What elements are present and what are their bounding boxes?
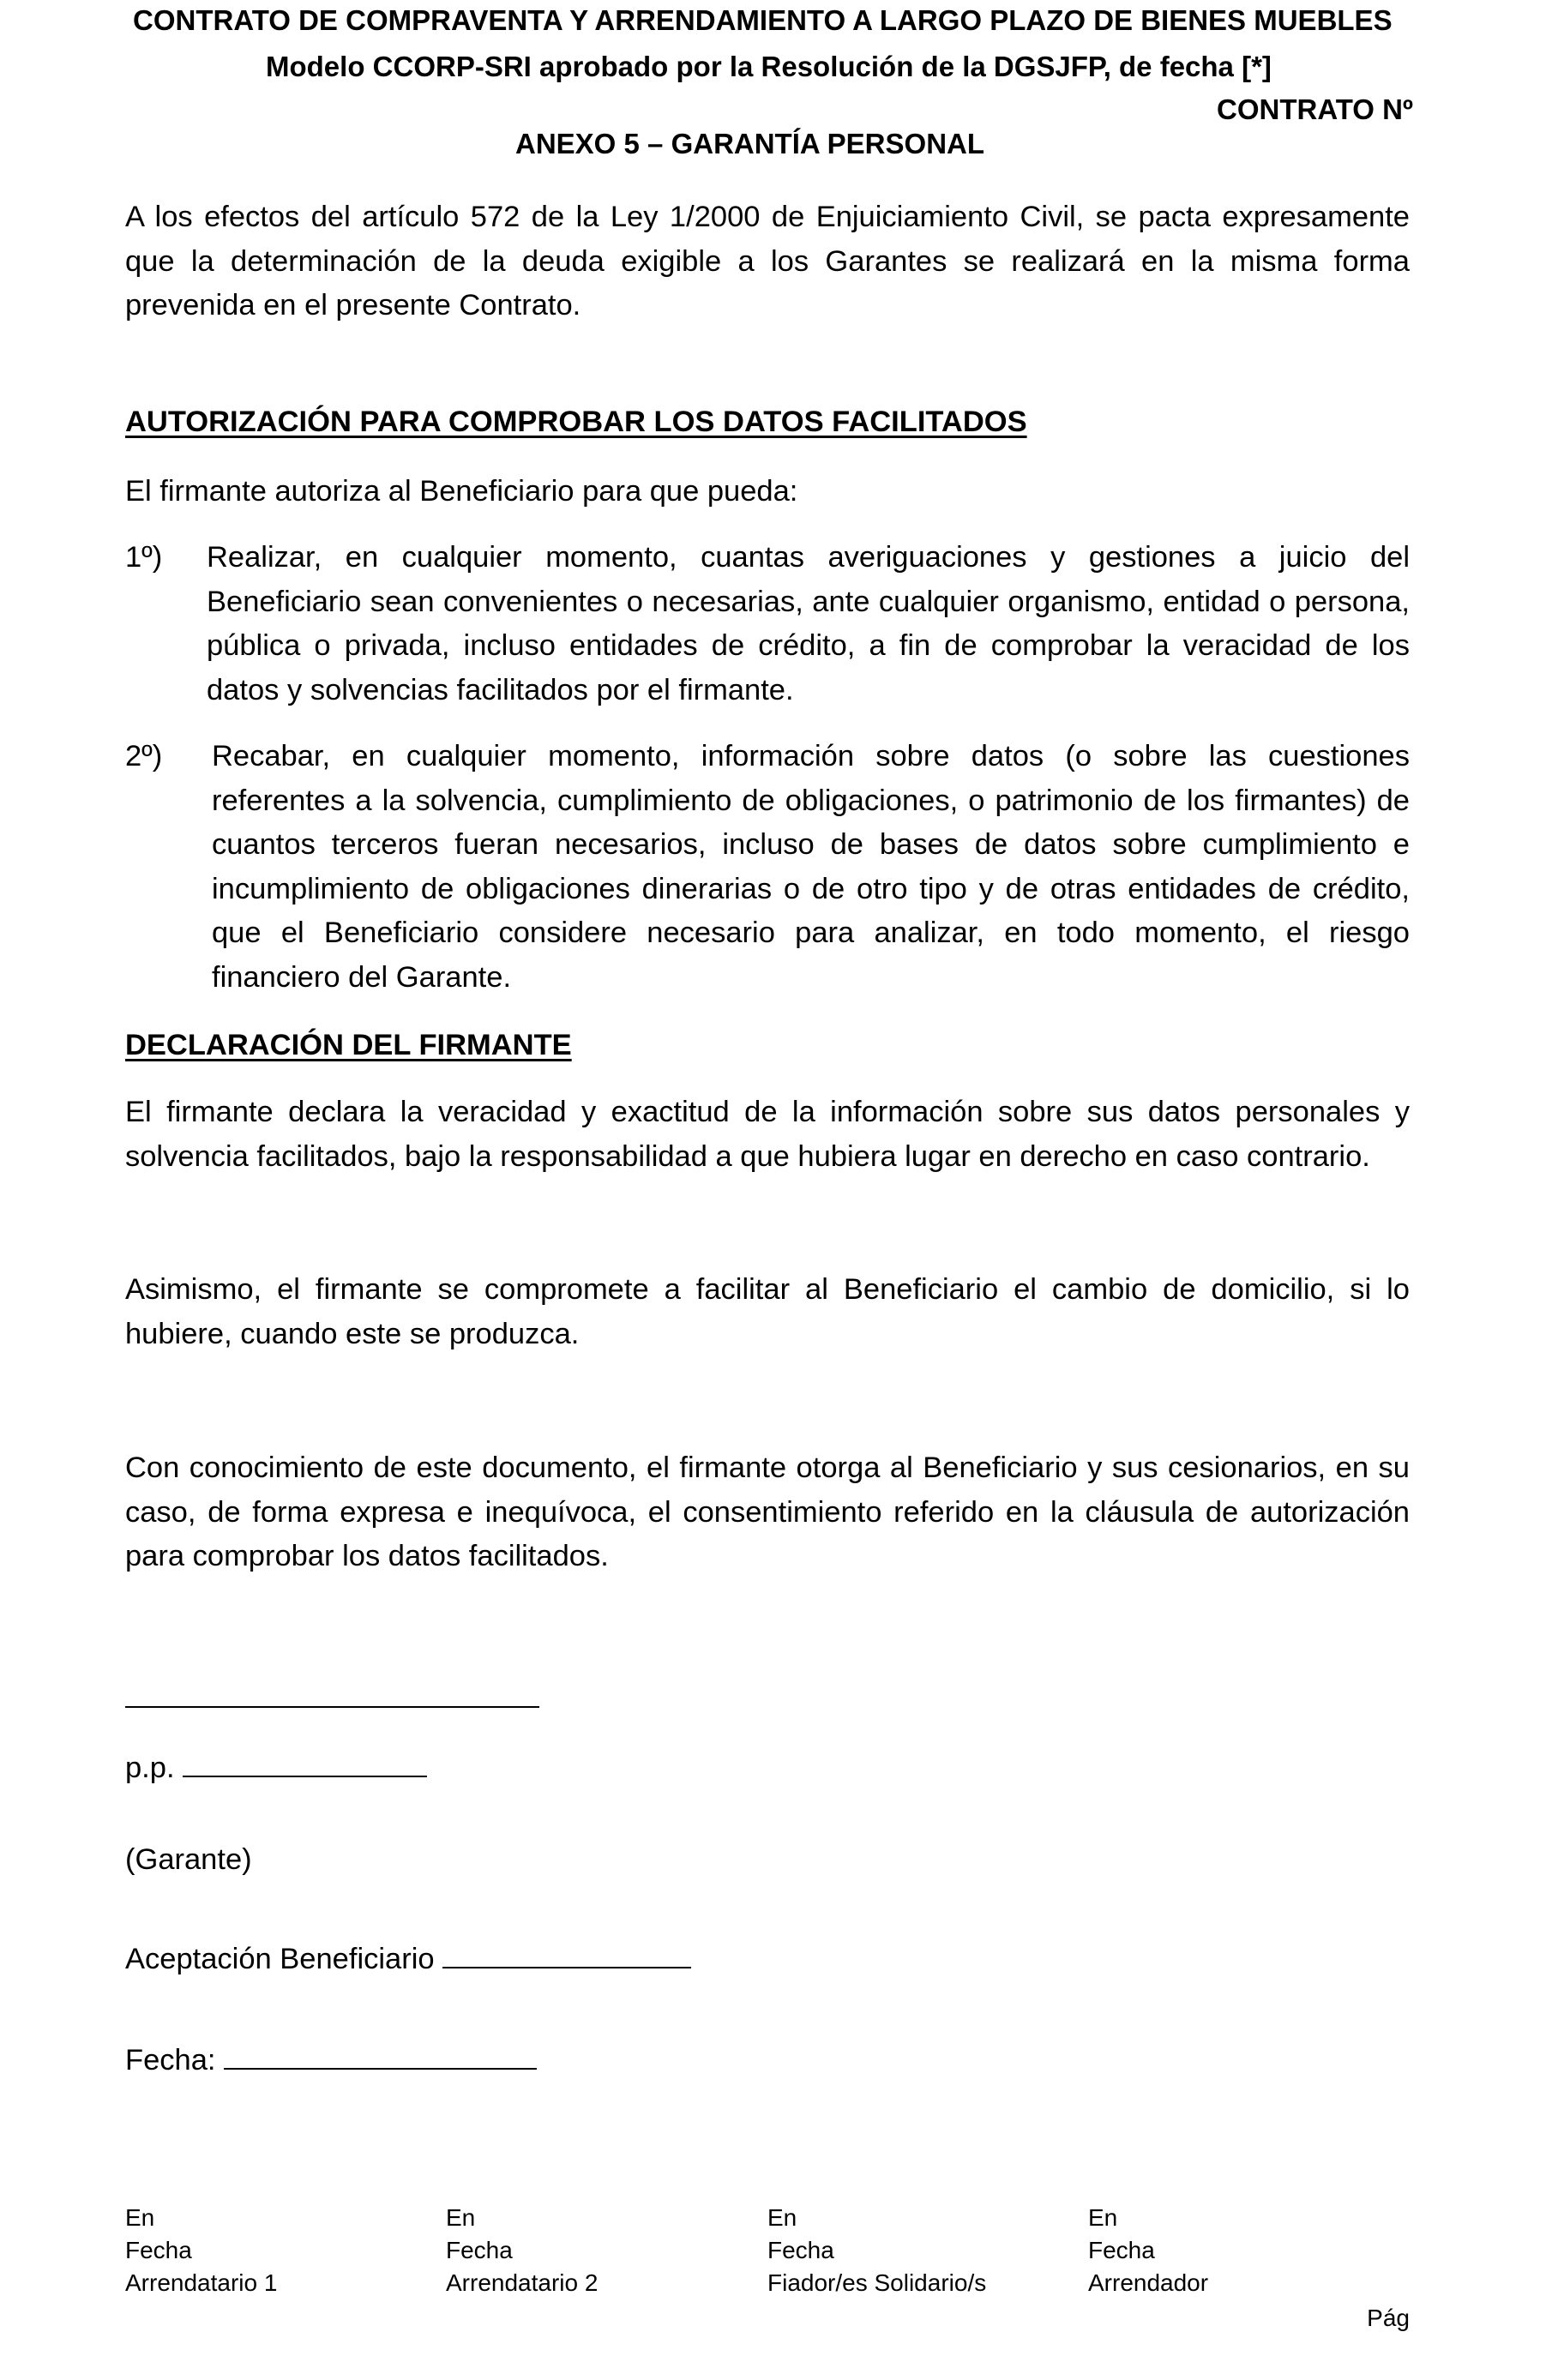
- footer-signature-block: [446, 2202, 598, 2299]
- footer-signature-block: [125, 2202, 277, 2299]
- guarantor-label: (Garante): [125, 1843, 252, 1876]
- footer-signature-block: [1088, 2202, 1208, 2299]
- date-line: [125, 2041, 537, 2079]
- date-blank: [224, 2042, 537, 2070]
- acceptance-blank: [442, 1941, 691, 1968]
- consent-paragraph: Con conocimiento de este documento, el firmante otorga al Beneficiario y sus cesionarios, en su caso, de forma expresa e inequívoca, el consentimiento referido en la cláusula de autorización para comprobar los datos facilitados.: [125, 1451, 1410, 1572]
- authorization-lead: El firmante autoriza al Beneficiario para que pueda:: [125, 475, 798, 508]
- footer-place: En: [125, 2204, 155, 2231]
- item-number: 1º): [125, 541, 163, 574]
- footer-date: Fecha: [767, 2237, 834, 2263]
- footer-place: En: [767, 2204, 797, 2231]
- acceptance-label: Aceptación Beneficiario: [125, 1943, 435, 1975]
- authorization-item: [125, 735, 1410, 1002]
- footer-date: Fecha: [125, 2237, 192, 2263]
- footer-date: Fecha: [446, 2237, 513, 2263]
- commitment-paragraph: Asimismo, el firmante se compromete a facilitar al Beneficiario el cambio de domicilio, si lo hubiere, cuando este se produzca.: [125, 1273, 1410, 1350]
- contract-number-label: CONTRATO Nº: [1217, 93, 1413, 125]
- item-text: Recabar, en cualquier momento, información sobre datos (o sobre las cuestiones referentes a la solvencia, cumplimiento de obligaciones, o patrimonio de los firmantes) de cuantos terceros fueran necesarios, incluso de bases de datos sobre cumplimiento e incumplimiento de obligaciones dinerarias o de otro tipo y de otras entidades de crédito, que el Beneficiario considere necesario para analizar, en todo momento, el riesgo financiero del Garante.: [212, 740, 1410, 994]
- page-number-label: Pág: [1367, 2305, 1410, 2331]
- footer-signature-block: [767, 2202, 986, 2299]
- pp-label: p.p.: [125, 1752, 175, 1784]
- intro-paragraph: A los efectos del artículo 572 de la Ley 1/2000 de Enjuiciamiento Civil, se pacta expresamente que la determinación de la deuda exigible a los Garantes se realizará en la misma forma prevenida en el presente Contrato.: [125, 201, 1410, 322]
- footer-role: Arrendatario 2: [446, 2269, 599, 2296]
- pp-blank: [183, 1750, 427, 1777]
- footer-role: Fiador/es Solidario/s: [767, 2269, 987, 2296]
- date-label: Fecha:: [125, 2044, 216, 2076]
- footer-role: Arrendatario 1: [125, 2269, 278, 2296]
- declaration-paragraph: El firmante declara la veracidad y exactitud de la información sobre sus datos personales y solvencia facilitados, bajo la responsabilidad a que hubiera lugar en derecho en caso contrario.: [125, 1096, 1410, 1173]
- item-text: Realizar, en cualquier momento, cuantas averiguaciones y gestiones a juicio del Beneficiario sean convenientes o necesarias, ante cualquier organismo, entidad o persona, pública o privada, incluso entidades de crédito, a fin de comprobar la veracidad de los datos y solvencias facilitados por el firmante.: [207, 541, 1410, 706]
- signature-line: [125, 1706, 539, 1708]
- acceptance-line: [125, 1940, 691, 1978]
- authorization-heading: AUTORIZACIÓN PARA COMPROBAR LOS DATOS FACILITADOS: [125, 406, 1027, 438]
- footer-role: Arrendador: [1088, 2269, 1209, 2296]
- authorization-item: [125, 536, 1410, 716]
- item-number: 2º): [125, 740, 163, 772]
- footer-date: Fecha: [1088, 2237, 1155, 2263]
- model-reference: Modelo CCORP-SRI aprobado por la Resolución de la DGSJFP, de fecha [*]: [266, 51, 1272, 82]
- pp-line: [125, 1749, 427, 1787]
- footer-place: En: [1088, 2204, 1118, 2231]
- declaration-heading: DECLARACIÓN DEL FIRMANTE: [125, 1029, 572, 1061]
- annex-title: ANEXO 5 – GARANTÍA PERSONAL: [515, 128, 985, 159]
- document-title: CONTRATO DE COMPRAVENTA Y ARRENDAMIENTO A LARGO PLAZO DE BIENES MUEBLES: [133, 4, 1393, 36]
- footer-place: En: [446, 2204, 476, 2231]
